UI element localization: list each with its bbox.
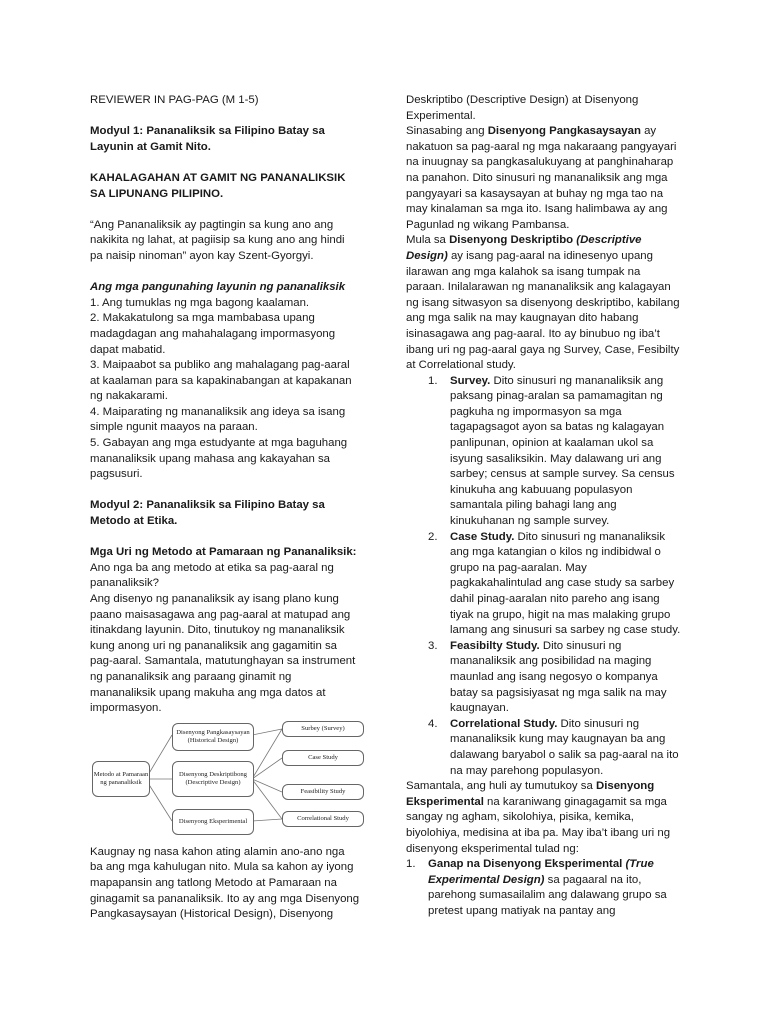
eksperimental-types-list: [406, 857, 681, 919]
diagram-experimental-box: Disenyong Eksperimental: [172, 809, 254, 835]
diagram-correlational-box: Correlational Study: [282, 811, 364, 827]
layunin-heading: Ang mga pangunahing layunin ng pananaliksik: [90, 281, 346, 294]
szent-gyorgyi-quote: “Ang Pananaliksik ay pagtingin sa kung ano ang nakikita ng lahat, at pagiisip sa kung ano ang hindi pa naisip ninoman” ayon kay Szent-Gyorgyi.: [90, 218, 345, 262]
diagram-root-box: Metodo at Pamaraan ng pananaliksik: [92, 761, 150, 797]
document-header: REVIEWER IN PAG-PAG (M 1-5): [90, 94, 259, 106]
layunin-item-2: 2. Makakatulong sa mga mambabasa upang madagdagan ang mahahalagang impormasyong dapat mabatid.: [90, 312, 336, 356]
list-item: 4. Correlational Study. Dito sinusuri ng mananaliksik kung may kaugnayan ba ang dalawang baryabol o salik sa pag-aaral na ito na may parehong populasyon.: [428, 717, 679, 777]
layunin-item-3: 3. Maipaabot sa publiko ang mahalagang pag-aaral at kaalaman para sa kapakinabangan at kapakanan ng nakakarami.: [90, 359, 352, 403]
deskriptibo-types-list: [406, 374, 681, 779]
list-item: 1. Survey. Dito sinusuri ng mananaliksik ang paksang pinag-aralan sa pamamagitan ng pagkuha ng impormasyon sa mga tagapagsagot ayon sa batas ng kalagayan panlipunan, opinion at kaalaman ukol sa isyung sasaliksikin. May dalawang uri ang sarbey; census at sample survey. Sa census kinukuha ang kabuuang populasyon samantala piling bahagi lang ang kinukuhanan ng sample survey.: [428, 374, 675, 528]
diagram-survey-box: Surbey (Survey): [282, 721, 364, 737]
metodo-diagram: [82, 721, 364, 839]
diagram-historical-box: Disenyong Pangkasaysayan (Historical Design): [172, 723, 254, 751]
kaugnay-paragraph: Kaugnay ng nasa kahon ating alamin ano-ano nga ba ang mga kahulugan nito. Mula sa kahon ay iyong mapapansin ang tatlong Metodo at Pamaraan na ginagamit sa pananaliksik. Ito ay ang mga Disenyong Pangkasaysayan (Historical Design), Disenyong: [90, 845, 360, 921]
layunin-item-1: 1. Ang tumuklas ng mga bagong kaalaman.: [90, 296, 310, 309]
disenyo-paragraph: Ang disenyo ng pananaliksik ay isang plano kung paano maisasagawa ang pag-aaral at matupad ang itinakdang layunin. Dito, tinutukoy ng mananaliksik kung anong uri ng pananaliksik ang gagamitin sa pag-aaral. Samantala, matutunghayan sa instrument ng pananaliksik ang paraang ginamit ng mananaliksik upang makuha ang mga datos at impormasyon.: [90, 593, 356, 715]
pangkasaysayan-paragraph: Sinasabing ang Disenyong Pangkasaysayan ay nakatuon sa pag-aaral ng mga nakaraang pangyayari na inuugnay sa pangkasalukuyang at panghinaharap na panahon. Dito sinusuri ng mananaliksik ang mga pangyayari sa kasaysayan at buhay ng mga tao na may kinalaman sa mga ito. Isang halimbawa ay ang Pagunlad ng wikang Pambansa.: [406, 125, 677, 231]
list-item: 2. Case Study. Dito sinusuri ng mananaliksik ang mga katangian o kilos ng indibidwal o grupo na pag-aaralan. May pagkakahalintulad ang case study sa sarbey dahil pinag-aaralan nito pareho ang isang tiyak na grupo, higit na mas malaking grupo lamang ang sinusuri sa sarbey ng case study.: [428, 530, 681, 637]
layunin-item-4: 4. Maiparating ng mananaliksik ang ideya sa isang simple ngunit maayos na paraan.: [90, 405, 346, 434]
continuation-text: Deskriptibo (Descriptive Design) at Disenyong Experimental.: [406, 94, 639, 122]
uri-question: Ano nga ba ang metodo at etika sa pag-aaral ng pananaliksik?: [90, 561, 334, 590]
uri-ng-metodo-heading: Mga Uri ng Metodo at Pamaraan ng Pananaliksik:: [90, 546, 357, 559]
modyul-1-title: Modyul 1: Pananaliksik sa Filipino Batay sa Layunin at Gamit Nito.: [90, 125, 325, 153]
right-column: [406, 93, 681, 919]
list-item: 3. Feasibilty Study. Dito sinusuri ng mananaliksik ang posibilidad na maging maunlad ang isang negosyo o kompanya batay sa pagsisiyasat ng mga salik na may kaugnayan.: [428, 639, 667, 715]
diagram-case-study-box: Case Study: [282, 750, 364, 766]
diagram-feasibility-box: Feasibility Study: [282, 784, 364, 800]
modyul-2-title: Modyul 2: Pananaliksik sa Filipino Batay sa Metodo at Etika.: [90, 499, 325, 528]
diagram-descriptive-box: Disenyong Deskriptibong (Descriptive Design): [172, 761, 254, 797]
left-column: [90, 93, 360, 923]
deskriptibo-paragraph: Mula sa Disenyong Deskriptibo (Descriptive Design) ay isang pag-aaral na idinesenyo upang ilarawan ang mga kalahok sa isang tumpak na paraan. Inilalarawan ng mananaliksik ang kalagayan ng isang sitwasyon sa disenyong deskriptibo, kabilang ang mga salik na may kaugnayan dito habang isinasagawa ang pag-aaral. Ito ay binubuo ng iba’t ibang uri ng pag-aaral gaya ng Survey, Case, Fesibilty at Correlational study.: [406, 234, 680, 372]
list-item: 1. Ganap na Disenyong Eksperimental (True Experimental Design) sa pagaaral na ito, parehong sumasailalim ang dalawang grupo sa pretest upang matiyak na pantay ang: [406, 858, 667, 917]
kahalagahan-heading: KAHALAGAHAN AT GAMIT NG PANANALIKSIK SA LIPUNANG PILIPINO.: [90, 171, 346, 200]
layunin-item-5: 5. Gabayan ang mga estudyante at mga baguhang mananaliksik upang mahasa ang kakayahan sa pagsusuri.: [90, 437, 348, 481]
eksperimental-paragraph: Samantala, ang huli ay tumutukoy sa Disenyong Eksperimental na karaniwang ginagagamit sa mga sangay ng agham, sikolohiya, pisika, kemika, biyolohiya, medisina at iba pa. May iba’t ibang uri ng disenyong eksperimental tulad ng:: [406, 780, 671, 855]
